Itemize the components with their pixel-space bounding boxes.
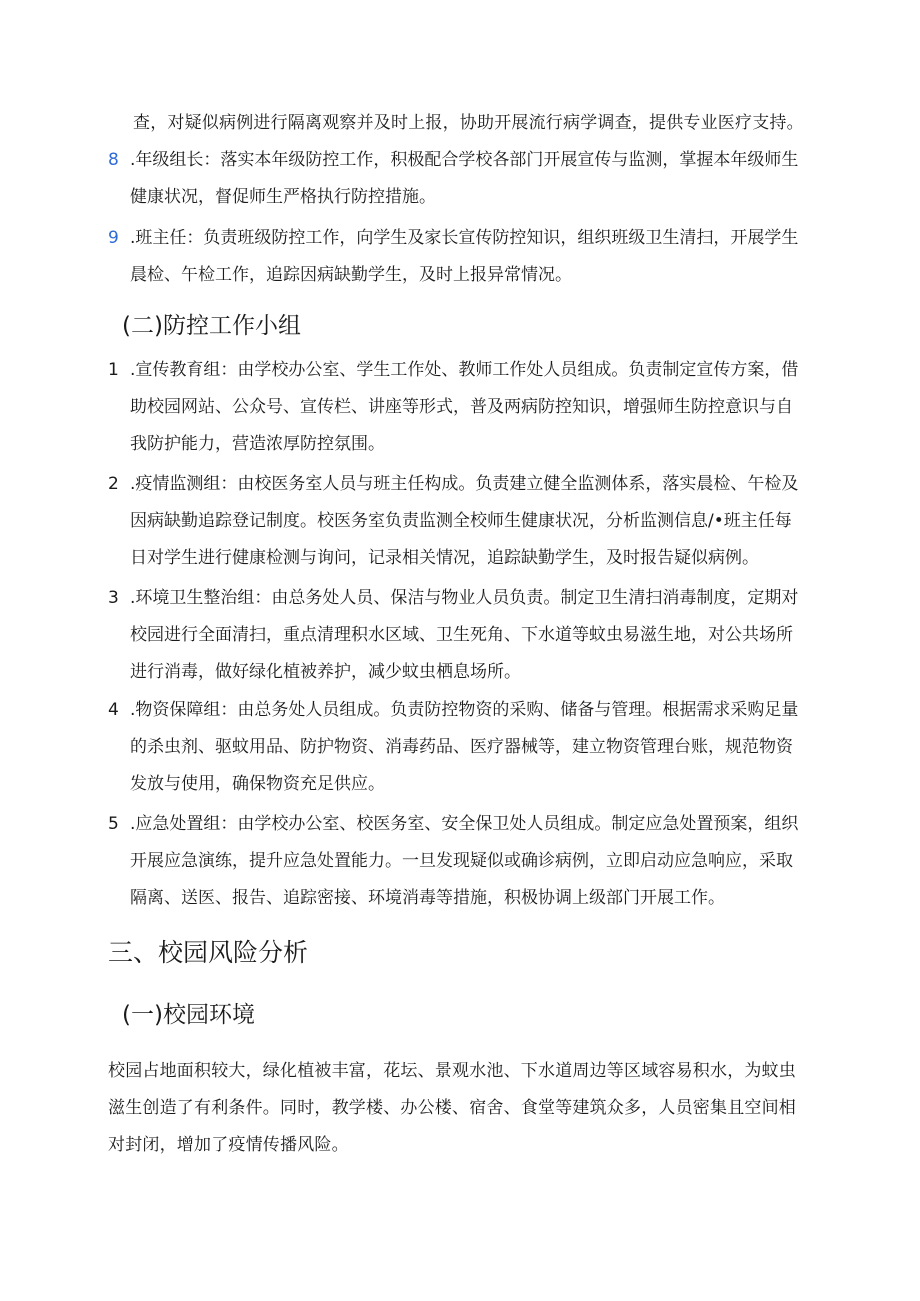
role-text: .年级组长：落实本年级防控工作，积极配合学校各部门开展宣传与监测，掌握本年级师生健康状况，督促师生严格执行防控措施。	[130, 150, 799, 207]
list-number: 4	[108, 700, 119, 720]
list-number: 5	[108, 814, 119, 834]
group-text: .环境卫生整治组：由总务处人员、保洁与物业人员负责。制定卫生清扫消毒制度，定期对校园进行全面清扫，重点清理积水区域、卫生死角、下水道等蚊虫易滋生地，对公共场所进行消毒，做好绿化植被养护，减少蚊虫栖息场所。	[130, 588, 799, 682]
group-item-4	[108, 692, 808, 803]
group-text: .疫情监测组：由校医务室人员与班主任构成。负责建立健全监测体系，落实晨检、午检及因病缺勤追踪登记制度。校医务室负责监测全校师生健康状况，分析监测信息/•班主任每日对学生进行健康检测与询问，记录相关情况，追踪缺勤学生，及时报告疑似病例。	[130, 474, 799, 568]
role-text: .班主任：负责班级防控工作，向学生及家长宣传防控知识，组织班级卫生清扫，开展学生晨检、午检工作，追踪因病缺勤学生，及时上报异常情况。	[130, 228, 799, 285]
section-heading-prevention-teams: (二)防控工作小组	[122, 313, 301, 339]
group-item-2	[108, 466, 808, 577]
list-number: 3	[108, 588, 119, 608]
list-number: 1	[108, 360, 119, 380]
subsection-heading-campus-environment: (一)校园环境	[122, 1002, 255, 1028]
list-number: 8	[108, 150, 119, 170]
group-item-5	[108, 806, 808, 917]
group-item-3	[108, 580, 808, 691]
continuation-paragraph: 查，对疑似病例进行隔离观察并及时上报，协助开展流行病学调查，提供专业医疗支持。	[133, 113, 804, 133]
group-text: .物资保障组：由总务处人员组成。负责防控物资的采购、储备与管理。根据需求采购足量的杀虫剂、驱蚊用品、防护物资、消毒药品、医疗器械等，建立物资管理台账，规范物资发放与使用，确保物资充足供应。	[130, 700, 799, 794]
role-item-8	[108, 142, 808, 216]
role-item-9	[108, 220, 808, 294]
group-item-1	[108, 352, 808, 463]
list-number: 2	[108, 474, 119, 494]
list-number: 9	[108, 228, 119, 248]
group-text: .应急处置组：由学校办公室、校医务室、安全保卫处人员组成。制定应急处置预案，组织开展应急演练，提升应急处置能力。一旦发现疑似或确诊病例，立即启动应急响应，采取隔离、送医、报告、追踪密接、环境消毒等措施，积极协调上级部门开展工作。	[130, 814, 799, 908]
group-text: .宣传教育组：由学校办公室、学生工作处、教师工作处人员组成。负责制定宣传方案，借助校园网站、公众号、宣传栏、讲座等形式，普及两病防控知识，增强师生防控意识与自我防护能力，营造浓厚防控氛围。	[130, 360, 799, 454]
campus-environment-paragraph: 校园占地面积较大，绿化植被丰富，花坛、景观水池、下水道周边等区域容易积水，为蚊虫滋生创造了有利条件。同时，教学楼、办公楼、宿舍、食堂等建筑众多，人员密集且空间相对封闭，增加了疫情传播风险。	[108, 1061, 796, 1155]
section-heading-risk-analysis: 三、校园风险分析	[108, 938, 309, 967]
